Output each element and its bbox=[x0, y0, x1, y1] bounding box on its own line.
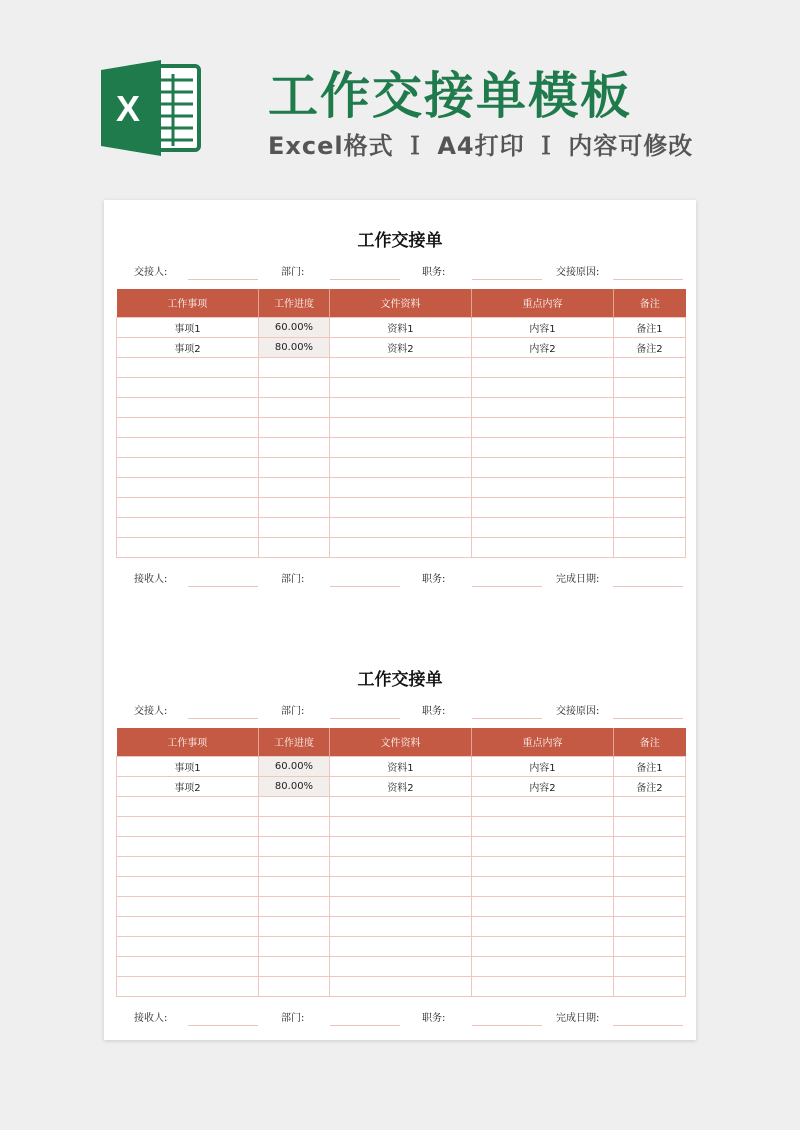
table-cell[interactable]: 资料2 bbox=[330, 776, 472, 796]
table-cell[interactable] bbox=[330, 517, 472, 537]
table-row bbox=[117, 437, 686, 457]
finish-date-label: 完成日期: bbox=[556, 1013, 600, 1024]
table-cell[interactable] bbox=[472, 936, 614, 956]
table-cell[interactable] bbox=[330, 397, 472, 417]
table-cell[interactable] bbox=[472, 517, 614, 537]
position-field[interactable] bbox=[472, 718, 542, 719]
table-header-row bbox=[117, 728, 686, 756]
table-cell[interactable]: 备注2 bbox=[614, 776, 686, 796]
table-cell[interactable] bbox=[259, 437, 330, 457]
position-field[interactable] bbox=[472, 1025, 542, 1026]
department-field[interactable] bbox=[330, 279, 400, 280]
table-row bbox=[117, 856, 686, 876]
table-cell[interactable] bbox=[259, 497, 330, 517]
table-cell[interactable] bbox=[117, 397, 259, 417]
progress-cell[interactable]: 60.00% bbox=[259, 317, 330, 337]
table-row bbox=[117, 776, 686, 796]
table-row bbox=[117, 457, 686, 477]
table-cell[interactable] bbox=[259, 537, 330, 557]
table-cell[interactable] bbox=[614, 896, 686, 916]
table-cell[interactable]: 资料2 bbox=[330, 337, 472, 357]
finish-date-field[interactable] bbox=[613, 1025, 683, 1026]
position-field[interactable] bbox=[472, 279, 542, 280]
table-row bbox=[117, 517, 686, 537]
table-row bbox=[117, 796, 686, 816]
table-cell[interactable] bbox=[259, 517, 330, 537]
table-cell[interactable] bbox=[330, 896, 472, 916]
column-header: 文件资料 bbox=[330, 728, 472, 756]
table-cell[interactable] bbox=[614, 417, 686, 437]
table-cell[interactable] bbox=[259, 477, 330, 497]
receiver-label: 接收人: bbox=[134, 574, 168, 585]
table-row bbox=[117, 377, 686, 397]
table-cell[interactable] bbox=[330, 377, 472, 397]
info-row-top bbox=[104, 702, 696, 722]
info-row-bottom bbox=[104, 1009, 696, 1029]
table-cell[interactable] bbox=[472, 916, 614, 936]
form-title: 工作交接单 bbox=[357, 231, 443, 251]
table-cell[interactable] bbox=[330, 457, 472, 477]
table-cell[interactable] bbox=[259, 417, 330, 437]
table-cell[interactable]: 内容2 bbox=[472, 337, 614, 357]
table-cell[interactable] bbox=[472, 357, 614, 377]
column-header: 备注 bbox=[614, 728, 686, 756]
department-label: 部门: bbox=[281, 706, 305, 717]
receiver-field[interactable] bbox=[188, 1025, 258, 1026]
table-cell[interactable]: 事项2 bbox=[117, 776, 259, 796]
table-cell[interactable] bbox=[259, 377, 330, 397]
department-label: 部门: bbox=[281, 1013, 305, 1024]
table-cell[interactable] bbox=[259, 796, 330, 816]
table-cell[interactable] bbox=[259, 357, 330, 377]
table-cell[interactable] bbox=[117, 377, 259, 397]
banner-title: 工作交接单模板 bbox=[268, 67, 632, 125]
table-cell[interactable]: 备注1 bbox=[614, 756, 686, 776]
position-field[interactable] bbox=[472, 586, 542, 587]
table-row bbox=[117, 497, 686, 517]
table-cell[interactable] bbox=[117, 856, 259, 876]
receiver-label: 接收人: bbox=[134, 1013, 168, 1024]
table-cell[interactable] bbox=[259, 916, 330, 936]
table-cell[interactable]: 内容2 bbox=[472, 776, 614, 796]
progress-cell[interactable]: 80.00% bbox=[259, 776, 330, 796]
table-row bbox=[117, 337, 686, 357]
table-row bbox=[117, 876, 686, 896]
table-cell[interactable] bbox=[472, 856, 614, 876]
table-cell[interactable] bbox=[117, 816, 259, 836]
excel-logo-icon bbox=[101, 58, 203, 158]
table-cell[interactable]: 备注2 bbox=[614, 337, 686, 357]
table-cell[interactable] bbox=[330, 497, 472, 517]
table-cell[interactable] bbox=[330, 537, 472, 557]
table-cell[interactable] bbox=[614, 437, 686, 457]
table-cell[interactable] bbox=[117, 537, 259, 557]
reason-label: 交接原因: bbox=[556, 267, 600, 278]
handover-by-field[interactable] bbox=[188, 279, 258, 280]
table-cell[interactable] bbox=[117, 976, 259, 996]
column-header: 文件资料 bbox=[330, 289, 472, 317]
handover-table bbox=[116, 728, 686, 997]
progress-cell[interactable]: 80.00% bbox=[259, 337, 330, 357]
table-cell[interactable] bbox=[472, 896, 614, 916]
table-row bbox=[117, 397, 686, 417]
table-cell[interactable] bbox=[330, 477, 472, 497]
table-cell[interactable] bbox=[614, 397, 686, 417]
table-cell[interactable] bbox=[330, 976, 472, 996]
table-cell[interactable] bbox=[614, 377, 686, 397]
info-row-bottom bbox=[104, 570, 696, 590]
table-cell[interactable] bbox=[330, 836, 472, 856]
table-cell[interactable] bbox=[614, 816, 686, 836]
table-cell[interactable] bbox=[330, 876, 472, 896]
table-cell[interactable] bbox=[330, 796, 472, 816]
table-cell[interactable] bbox=[259, 876, 330, 896]
table-cell[interactable] bbox=[117, 876, 259, 896]
handover-table bbox=[116, 289, 686, 558]
table-cell[interactable] bbox=[472, 976, 614, 996]
table-cell[interactable] bbox=[117, 916, 259, 936]
table-cell[interactable] bbox=[472, 377, 614, 397]
table-cell[interactable] bbox=[259, 976, 330, 996]
handover-by-label: 交接人: bbox=[134, 706, 168, 717]
logo-letter: X bbox=[115, 88, 141, 129]
table-cell[interactable] bbox=[117, 357, 259, 377]
column-header: 工作事项 bbox=[117, 289, 259, 317]
table-row bbox=[117, 756, 686, 776]
table-cell[interactable] bbox=[117, 517, 259, 537]
table-cell[interactable] bbox=[259, 836, 330, 856]
column-header: 工作进度 bbox=[259, 728, 330, 756]
position-label: 职务: bbox=[422, 267, 446, 278]
department-label: 部门: bbox=[281, 574, 305, 585]
table-cell[interactable] bbox=[259, 816, 330, 836]
info-row-top bbox=[104, 263, 696, 283]
table-cell[interactable] bbox=[472, 836, 614, 856]
table-cell[interactable]: 事项2 bbox=[117, 337, 259, 357]
table-cell[interactable] bbox=[614, 517, 686, 537]
table-cell[interactable] bbox=[614, 916, 686, 936]
form-title: 工作交接单 bbox=[357, 670, 443, 690]
table-cell[interactable] bbox=[330, 916, 472, 936]
banner bbox=[0, 0, 800, 200]
table-cell[interactable] bbox=[614, 956, 686, 976]
table-cell[interactable] bbox=[259, 936, 330, 956]
department-field[interactable] bbox=[330, 1025, 400, 1026]
table-cell[interactable] bbox=[259, 397, 330, 417]
table-cell[interactable] bbox=[117, 457, 259, 477]
table-cell[interactable] bbox=[330, 856, 472, 876]
table-row bbox=[117, 357, 686, 377]
document-sheet bbox=[104, 200, 696, 1040]
table-cell[interactable]: 资料1 bbox=[330, 317, 472, 337]
table-cell[interactable] bbox=[614, 457, 686, 477]
department-field[interactable] bbox=[330, 718, 400, 719]
table-cell[interactable] bbox=[117, 417, 259, 437]
table-cell[interactable] bbox=[472, 437, 614, 457]
finish-date-label: 完成日期: bbox=[556, 574, 600, 585]
table-cell[interactable] bbox=[472, 796, 614, 816]
table-cell[interactable] bbox=[614, 497, 686, 517]
handover-by-field[interactable] bbox=[188, 718, 258, 719]
reason-label: 交接原因: bbox=[556, 706, 600, 717]
table-cell[interactable] bbox=[330, 417, 472, 437]
department-label: 部门: bbox=[281, 267, 305, 278]
column-header: 工作事项 bbox=[117, 728, 259, 756]
table-cell[interactable] bbox=[472, 816, 614, 836]
column-header: 工作进度 bbox=[259, 289, 330, 317]
table-row bbox=[117, 976, 686, 996]
column-header: 重点内容 bbox=[472, 728, 614, 756]
table-cell[interactable] bbox=[330, 816, 472, 836]
table-cell[interactable] bbox=[614, 537, 686, 557]
table-cell[interactable]: 资料1 bbox=[330, 756, 472, 776]
table-row bbox=[117, 537, 686, 557]
table-cell[interactable] bbox=[117, 836, 259, 856]
department-field[interactable] bbox=[330, 586, 400, 587]
table-cell[interactable] bbox=[259, 956, 330, 976]
table-row bbox=[117, 916, 686, 936]
table-cell[interactable] bbox=[330, 956, 472, 976]
table-row bbox=[117, 896, 686, 916]
table-cell[interactable] bbox=[117, 497, 259, 517]
receiver-field[interactable] bbox=[188, 586, 258, 587]
table-cell[interactable] bbox=[330, 936, 472, 956]
table-cell[interactable] bbox=[472, 397, 614, 417]
table-cell[interactable] bbox=[259, 896, 330, 916]
position-label: 职务: bbox=[422, 706, 446, 717]
column-header: 备注 bbox=[614, 289, 686, 317]
table-cell[interactable] bbox=[259, 856, 330, 876]
table-cell[interactable] bbox=[614, 976, 686, 996]
table-cell[interactable]: 内容1 bbox=[472, 756, 614, 776]
table-cell[interactable] bbox=[117, 896, 259, 916]
table-row bbox=[117, 477, 686, 497]
table-cell[interactable]: 事项1 bbox=[117, 317, 259, 337]
progress-cell[interactable]: 60.00% bbox=[259, 756, 330, 776]
table-cell[interactable] bbox=[472, 497, 614, 517]
position-label: 职务: bbox=[422, 1013, 446, 1024]
table-row bbox=[117, 836, 686, 856]
handover-by-label: 交接人: bbox=[134, 267, 168, 278]
table-cell[interactable] bbox=[117, 796, 259, 816]
table-cell[interactable] bbox=[330, 357, 472, 377]
finish-date-field[interactable] bbox=[613, 586, 683, 587]
reason-field[interactable] bbox=[613, 279, 683, 280]
table-header-row bbox=[117, 289, 686, 317]
table-cell[interactable]: 备注1 bbox=[614, 317, 686, 337]
table-cell[interactable] bbox=[472, 417, 614, 437]
table-cell[interactable] bbox=[472, 457, 614, 477]
table-row bbox=[117, 956, 686, 976]
banner-subtitle: Excel格式 Ｉ A4打印 Ｉ 内容可修改 bbox=[268, 132, 694, 160]
table-cell[interactable] bbox=[330, 437, 472, 457]
table-cell[interactable] bbox=[117, 956, 259, 976]
table-cell[interactable] bbox=[472, 477, 614, 497]
table-cell[interactable] bbox=[472, 537, 614, 557]
table-cell[interactable] bbox=[614, 836, 686, 856]
table-cell[interactable] bbox=[614, 876, 686, 896]
table-cell[interactable] bbox=[614, 477, 686, 497]
table-cell[interactable] bbox=[614, 357, 686, 377]
table-cell[interactable] bbox=[117, 936, 259, 956]
position-label: 职务: bbox=[422, 574, 446, 585]
table-cell[interactable] bbox=[472, 876, 614, 896]
table-row bbox=[117, 936, 686, 956]
table-cell[interactable] bbox=[117, 437, 259, 457]
table-cell[interactable] bbox=[614, 936, 686, 956]
table-cell[interactable] bbox=[614, 796, 686, 816]
table-cell[interactable] bbox=[472, 956, 614, 976]
table-row bbox=[117, 417, 686, 437]
table-cell[interactable] bbox=[117, 477, 259, 497]
reason-field[interactable] bbox=[613, 718, 683, 719]
table-row bbox=[117, 317, 686, 337]
table-cell[interactable]: 事项1 bbox=[117, 756, 259, 776]
table-cell[interactable]: 内容1 bbox=[472, 317, 614, 337]
column-header: 重点内容 bbox=[472, 289, 614, 317]
table-row bbox=[117, 816, 686, 836]
table-cell[interactable] bbox=[259, 457, 330, 477]
table-cell[interactable] bbox=[614, 856, 686, 876]
